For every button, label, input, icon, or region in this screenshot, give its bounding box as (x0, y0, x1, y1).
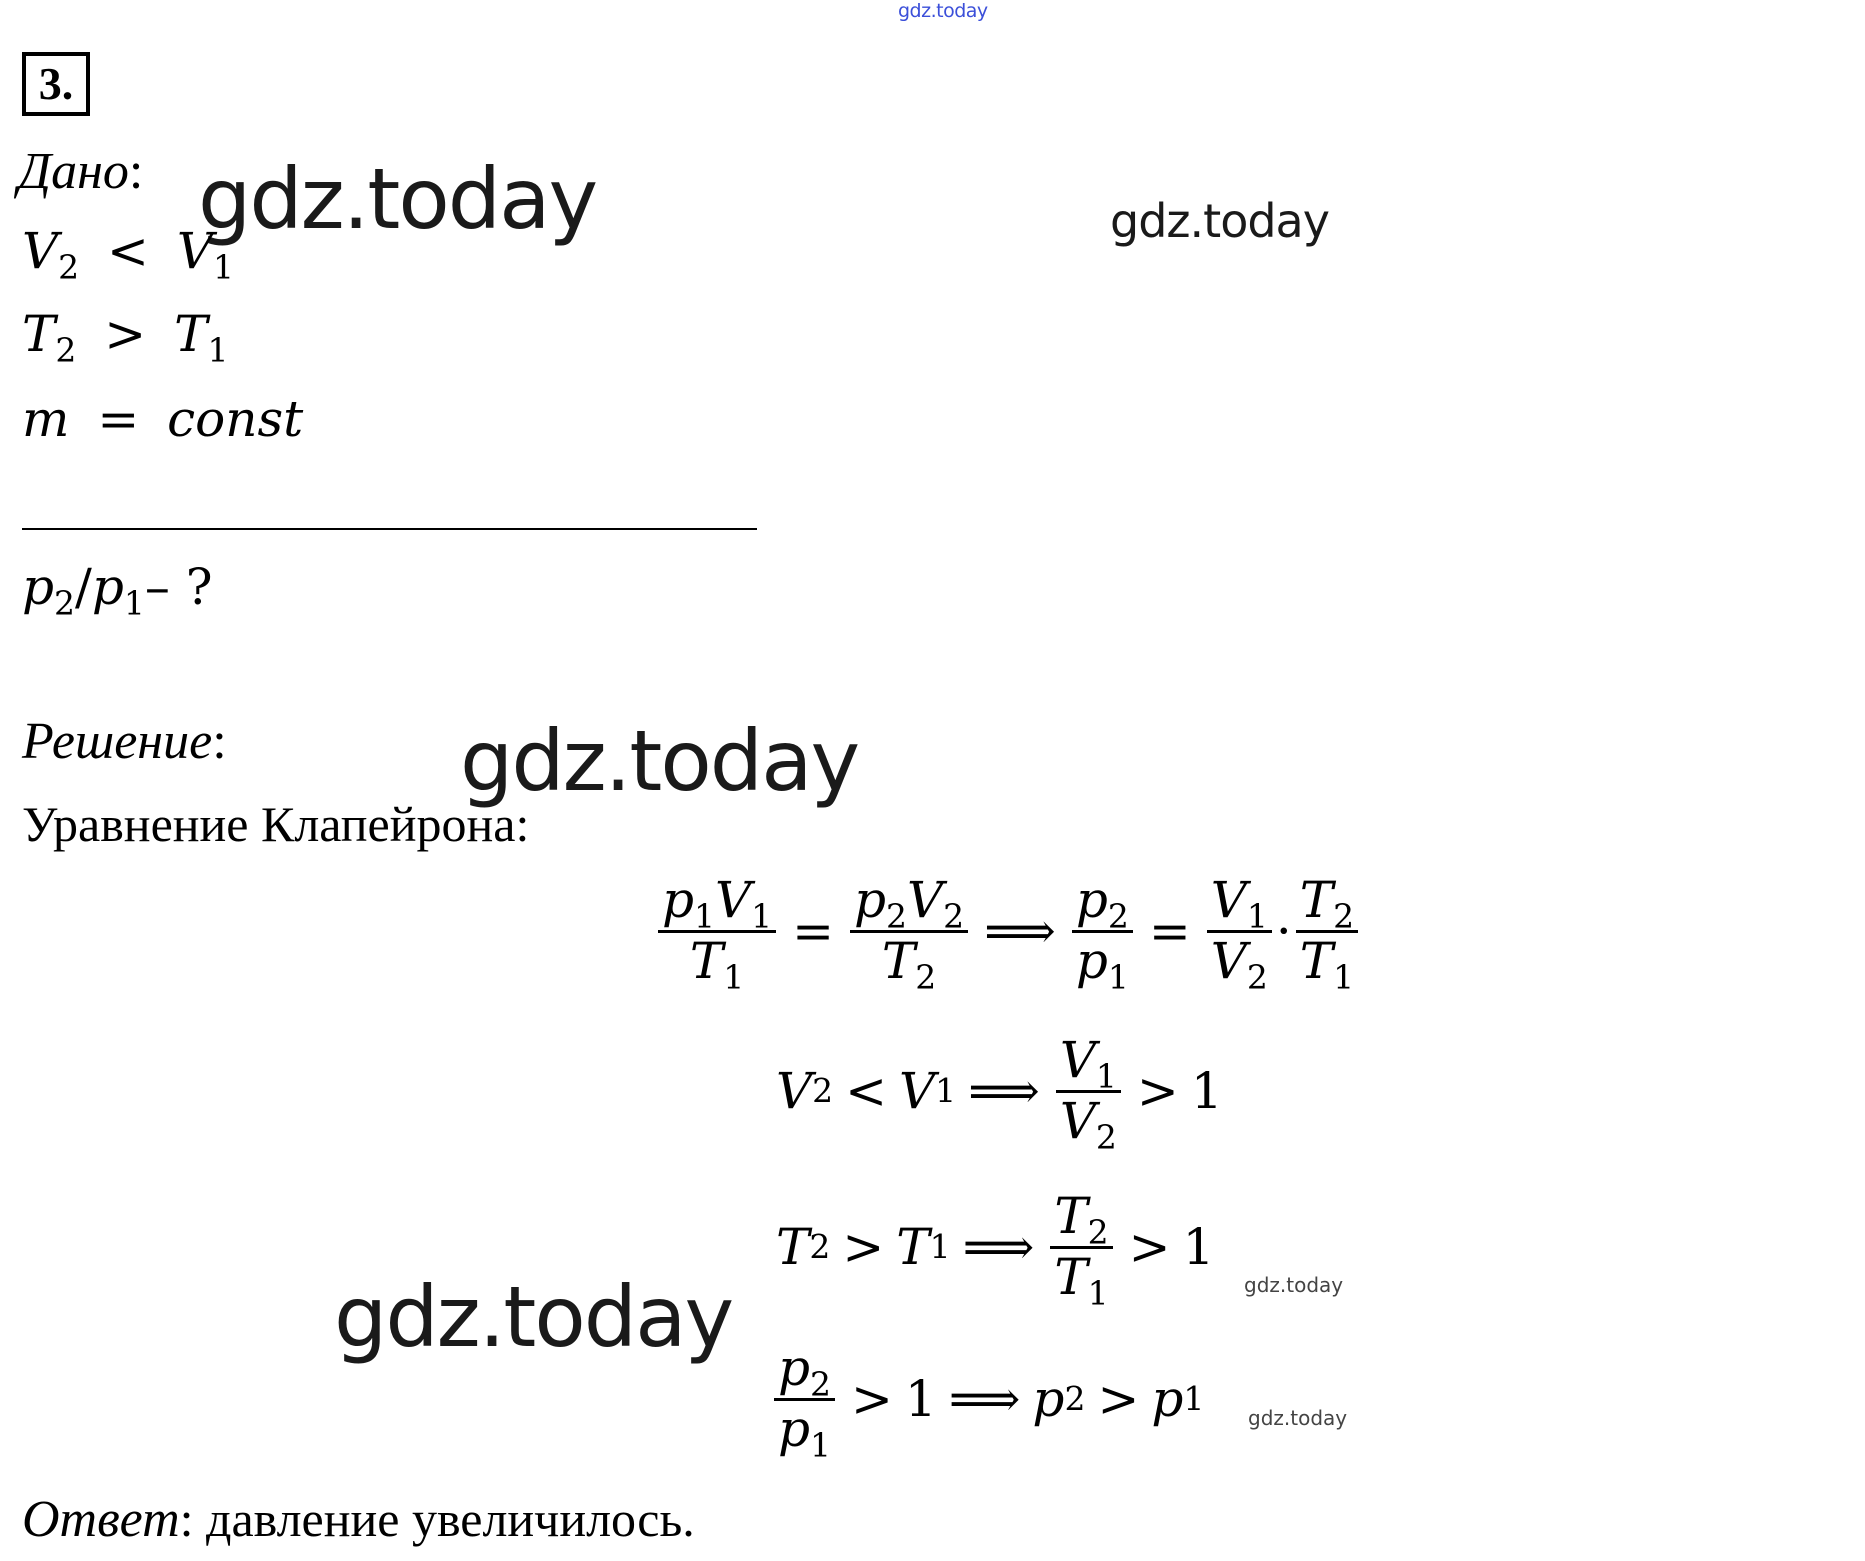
fraction-v1-v2: $\frac{V_1}{V_2}$ (1207, 872, 1272, 990)
solution-label: Решение: (22, 713, 227, 770)
watermark-medium: gdz.today (1110, 194, 1329, 248)
fraction-p2-p1: $\frac{p_2}{p_1}$ (1072, 872, 1133, 990)
watermark-small: gdz.today (1244, 1273, 1344, 1297)
given-label: Дано: (18, 143, 144, 200)
fraction-p1v1-t1: $\frac{p_1V_1}{T_1}$ (658, 872, 776, 990)
fraction-t2-t1: $\frac{T_2}{T_1}$ (1296, 872, 1358, 990)
given-mass-constant: m = const (22, 390, 304, 448)
temperature-ratio-inference: T 2 > T 1 ⟹ $\frac{T_2}{T_1}$ > 1 (776, 1187, 1215, 1313)
answer-label: Ответ (22, 1491, 180, 1548)
watermark-large: gdz.today (334, 1268, 733, 1366)
answer-text: : давление увеличилось. (179, 1491, 695, 1547)
watermark-top: gdz.today (898, 0, 988, 22)
clapeyron-equation: $\frac{p_1V_1}{T_1}$ = $\frac{p_2V_2}{T_2}$ ⟹ $\frac{p_2}{p_1}$ = $\frac{V_1}{V_2}$ · $\frac{T_2}{T_1}$ (654, 872, 1362, 990)
watermark-large: gdz.today (460, 712, 859, 810)
given-divider (22, 528, 757, 530)
fraction-p2-p1: $\frac{p_2}{p_1}$ (774, 1340, 835, 1458)
find-pressure-ratio: $p_2/p_1-$ ? (22, 558, 213, 623)
fraction-t2-t1: $\frac{T_2}{T_1}$ (1050, 1188, 1112, 1306)
fraction-p2v2-t2: $\frac{p_2V_2}{T_2}$ (850, 872, 968, 990)
fraction-v1-v2: $\frac{V_1}{V_2}$ (1056, 1032, 1121, 1150)
pressure-conclusion: $\frac{p_2}{p_1}$ > 1 ⟹ p 2 > p 1 (770, 1340, 1204, 1458)
watermark-large: gdz.today (198, 150, 597, 248)
solution-intro: Уравнение Клапейрона: (22, 796, 530, 852)
volume-ratio-inference: V 2 < V 1 ⟹ $\frac{V_1}{V_2}$ > 1 (776, 1031, 1223, 1157)
given-volume-relation: $V_2 < V_1$ (22, 222, 234, 287)
given-temperature-relation: $T_2 > T_1$ (22, 305, 229, 370)
answer-line (22, 1490, 695, 1549)
problem-number: 3. (22, 52, 90, 116)
watermark-small: gdz.today (1248, 1406, 1348, 1430)
